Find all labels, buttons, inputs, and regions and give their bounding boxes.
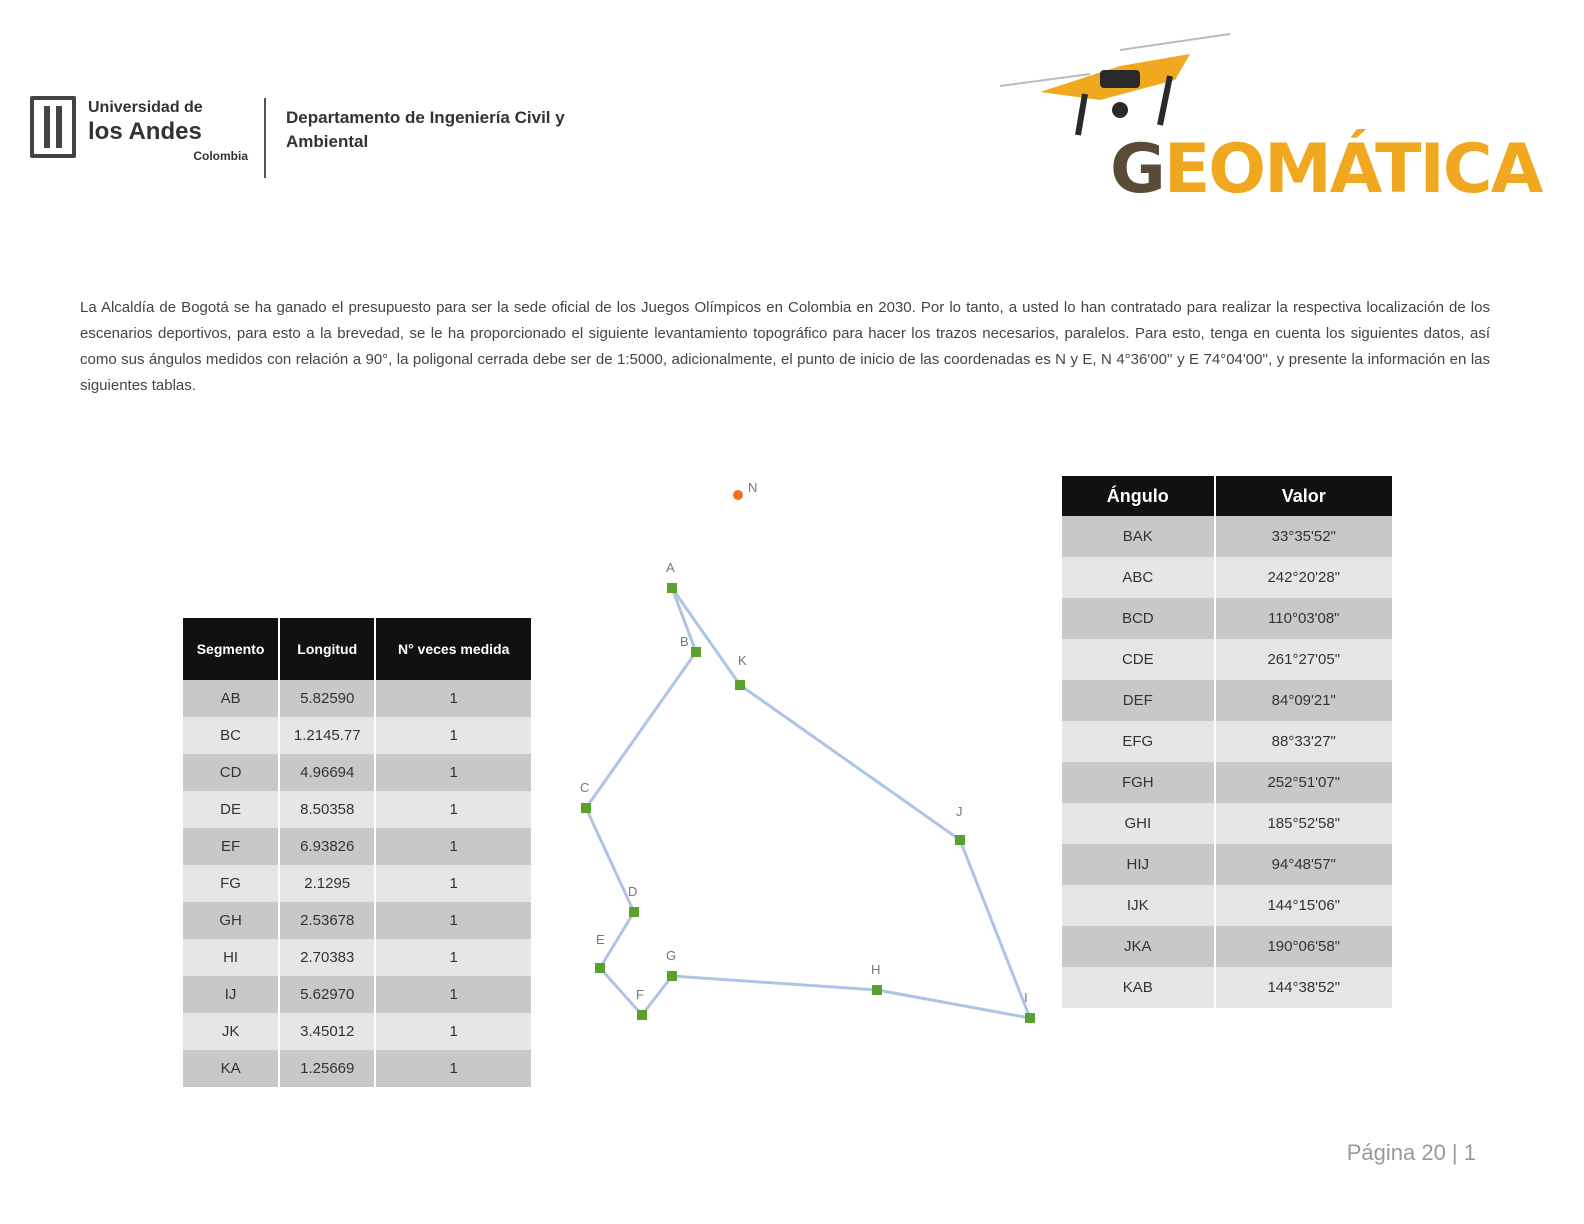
- table-cell: 242°20'28": [1215, 557, 1392, 598]
- vertex-label: H: [871, 962, 881, 977]
- vertex-marker-icon: [629, 907, 639, 917]
- table-row: [1062, 926, 1392, 967]
- vertex-label: D: [628, 884, 638, 899]
- table-cell: 2.1295: [279, 865, 375, 902]
- table-cell: 1: [375, 902, 531, 939]
- table-cell: FGH: [1062, 762, 1215, 803]
- brand-initial: G: [1110, 130, 1164, 209]
- vertex-marker-icon: [637, 1010, 647, 1020]
- table-row: [1062, 598, 1392, 639]
- table-cell: 2.70383: [279, 939, 375, 976]
- table-cell: 8.50358: [279, 791, 375, 828]
- vertex-marker-icon: [735, 680, 745, 690]
- vertex-marker-icon: [581, 803, 591, 813]
- vertex-marker-icon: [667, 583, 677, 593]
- table-row: [183, 865, 531, 902]
- table-cell: 144°15'06": [1215, 885, 1392, 926]
- vertex-label: G: [666, 948, 677, 963]
- table-cell: 3.45012: [279, 1013, 375, 1050]
- table-row: [183, 791, 531, 828]
- col-header-times-measured: N° veces medida: [375, 618, 531, 680]
- table-cell: 261°27'05": [1215, 639, 1392, 680]
- table-cell: HIJ: [1062, 844, 1215, 885]
- table-row: [183, 976, 531, 1013]
- table-cell: 1: [375, 939, 531, 976]
- table-cell: KA: [183, 1050, 279, 1087]
- table-cell: DE: [183, 791, 279, 828]
- vertex-label: K: [738, 653, 747, 668]
- table-row: [183, 680, 531, 717]
- table-cell: 110°03'08": [1215, 598, 1392, 639]
- table-cell: IJK: [1062, 885, 1215, 926]
- university-emblem-icon: [30, 96, 76, 158]
- segments-table: [183, 618, 531, 1087]
- table-cell: 33°35'52": [1215, 516, 1392, 557]
- table-cell: 4.96694: [279, 754, 375, 791]
- table-cell: 1: [375, 754, 531, 791]
- vertex-marker-icon: [1025, 1013, 1035, 1023]
- table-cell: 94°48'57": [1215, 844, 1392, 885]
- table-cell: 6.93826: [279, 828, 375, 865]
- table-row: [183, 1050, 531, 1087]
- table-cell: JK: [183, 1013, 279, 1050]
- table-row: [183, 754, 531, 791]
- traverse-line: [586, 588, 1030, 1018]
- vertex-label: I: [1024, 990, 1028, 1005]
- vertex-marker-icon: [691, 647, 701, 657]
- table-cell: 84°09'21": [1215, 680, 1392, 721]
- table-cell: 5.62970: [279, 976, 375, 1013]
- table-cell: BC: [183, 717, 279, 754]
- table-cell: BAK: [1062, 516, 1215, 557]
- table-row: [1062, 885, 1392, 926]
- table-row: [1062, 680, 1392, 721]
- table-cell: EFG: [1062, 721, 1215, 762]
- page-number: Página 20 | 1: [1346, 1140, 1476, 1165]
- table-cell: AB: [183, 680, 279, 717]
- vertex-label: F: [636, 987, 644, 1002]
- intro-paragraph: La Alcaldía de Bogotá se ha ganado el presupuesto para ser la sede oficial de los Juegos Olímpicos en Colombia en 2030. Por lo tanto, a usted lo han contratado para realizar la respectiva localización de los escenarios deportivos, para esto a la brevedad, se le ha proporcionado el siguiente levantamiento topográfico para hacer los trazos necesarios, paralelos. Para esto, tenga en cuenta los siguientes datos, así como sus ángulos medidos con relación a 90°, la poligonal cerrada debe ser de 1:5000, adicionalmente, el punto de inicio de las coordenadas es N y E, N 4°36'00'' y E 74°04'00'', y presente la información en las siguientes tablas.: [80, 299, 1490, 394]
- col-header-value: Valor: [1215, 476, 1392, 516]
- table-cell: DEF: [1062, 680, 1215, 721]
- table-cell: GHI: [1062, 803, 1215, 844]
- vertex-marker-icon: [872, 985, 882, 995]
- table-row: [1062, 516, 1392, 557]
- vertex-marker-icon: [955, 835, 965, 845]
- vertex-label: E: [596, 932, 605, 947]
- table-cell: 88°33'27": [1215, 721, 1392, 762]
- table-cell: 1: [375, 680, 531, 717]
- university-logo: [30, 92, 570, 187]
- table-row: [183, 717, 531, 754]
- table-cell: 1: [375, 717, 531, 754]
- table-cell: 1: [375, 865, 531, 902]
- table-cell: ABC: [1062, 557, 1215, 598]
- brand-wordmark: [1110, 130, 1541, 209]
- logo-divider: [264, 98, 266, 178]
- vertex-label: A: [666, 560, 675, 575]
- table-row: [183, 939, 531, 976]
- table-cell: 1: [375, 828, 531, 865]
- table-cell: JKA: [1062, 926, 1215, 967]
- vertex-marker-icon: [667, 971, 677, 981]
- vertex-marker-icon: [595, 963, 605, 973]
- table-cell: 1.25669: [279, 1050, 375, 1087]
- table-row: [183, 828, 531, 865]
- table-row: [1062, 762, 1392, 803]
- vertex-label: B: [680, 634, 689, 649]
- vertex-label: J: [956, 804, 963, 819]
- table-cell: EF: [183, 828, 279, 865]
- university-name-line2: los Andes: [88, 118, 202, 145]
- angles-table: [1062, 476, 1392, 1008]
- university-country: Colombia: [193, 149, 248, 163]
- col-header-length: Longitud: [279, 618, 375, 680]
- brand-rest: EOMÁTICA: [1163, 130, 1542, 209]
- university-name-line1: Universidad de: [88, 99, 203, 116]
- table-cell: 1: [375, 791, 531, 828]
- table-row: [183, 1013, 531, 1050]
- table-cell: 1: [375, 1013, 531, 1050]
- table-row: [1062, 639, 1392, 680]
- table-cell: 252°51'07": [1215, 762, 1392, 803]
- traverse-diagram: [560, 470, 1060, 1040]
- table-cell: 1.2145.77: [279, 717, 375, 754]
- table-cell: BCD: [1062, 598, 1215, 639]
- north-marker-label: N: [748, 480, 758, 495]
- table-cell: KAB: [1062, 967, 1215, 1008]
- drone-icon: [1000, 30, 1240, 140]
- col-header-angle: Ángulo: [1062, 476, 1215, 516]
- table-row: [1062, 844, 1392, 885]
- university-name: [88, 98, 248, 166]
- table-cell: GH: [183, 902, 279, 939]
- table-cell: IJ: [183, 976, 279, 1013]
- table-row: [1062, 557, 1392, 598]
- table-row: [1062, 721, 1392, 762]
- table-cell: 1: [375, 976, 531, 1013]
- table-row: [1062, 803, 1392, 844]
- segments-table-header: [183, 618, 531, 680]
- table-cell: HI: [183, 939, 279, 976]
- table-cell: 190°06'58": [1215, 926, 1392, 967]
- table-cell: 144°38'52": [1215, 967, 1392, 1008]
- table-cell: 1: [375, 1050, 531, 1087]
- table-row: [1062, 967, 1392, 1008]
- vertex-label: C: [580, 780, 590, 795]
- angles-table-header: [1062, 476, 1392, 516]
- table-cell: FG: [183, 865, 279, 902]
- north-marker-icon: [733, 490, 743, 500]
- col-header-segment: Segmento: [183, 618, 279, 680]
- table-row: [183, 902, 531, 939]
- department-name: Departamento de Ingeniería Civil y Ambiental: [286, 108, 565, 151]
- table-cell: CDE: [1062, 639, 1215, 680]
- table-cell: 185°52'58": [1215, 803, 1392, 844]
- table-cell: 2.53678: [279, 902, 375, 939]
- geomatica-logo: [1000, 30, 1540, 220]
- table-cell: 5.82590: [279, 680, 375, 717]
- table-cell: CD: [183, 754, 279, 791]
